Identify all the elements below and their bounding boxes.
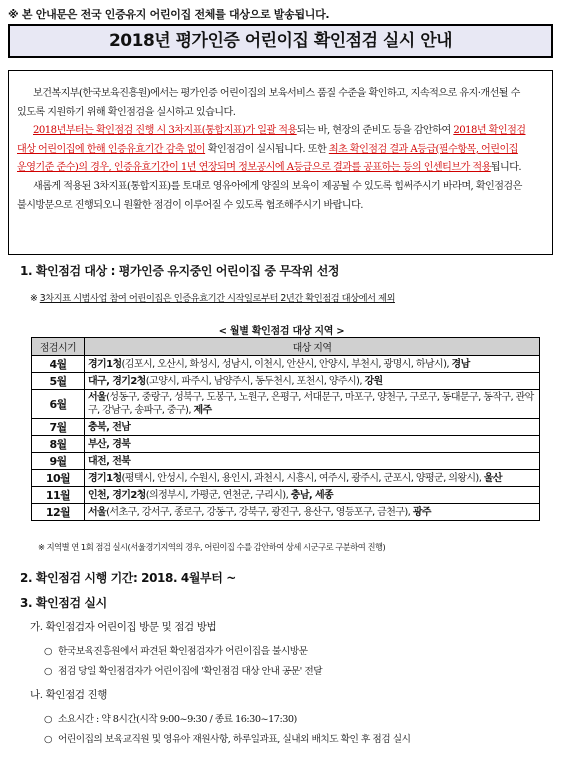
list-item-text: 소요시간 : 약 8시간(시작 9:00~9:30 / 종료 16:30~17:30) <box>58 714 297 725</box>
table-row <box>32 419 540 436</box>
region-main: 서울 <box>88 506 107 518</box>
month-cell: 9월 <box>32 453 85 470</box>
list-item <box>44 663 322 677</box>
intro-text: 되는 바, 현장의 준비도 등을 감안하여 <box>296 125 454 137</box>
month-cell: 6월 <box>32 390 85 419</box>
list-item-text: 어린이집의 보육교직원 및 영유아 재원사항, 하루일과표, 실내외 배치도 확인 후 점검 실시 <box>58 734 411 745</box>
table-body <box>32 356 540 521</box>
section-1-heading: 1. 확인점검 대상 : 평가인증 유지중인 어린이집 중 무작위 선정 <box>20 264 340 278</box>
intro-highlight-indicator: 2018년부터는 확인점검 진행 시 3차지표(통합지표)가 일괄 적용 <box>33 125 297 137</box>
page-title: 2018년 평가인증 어린이집 확인점검 실시 안내 <box>8 24 553 58</box>
table-note: ※ 지역별 연 1회 점검 실시(서울경기지역의 경우, 어린이집 수를 감안하여 상세 시군구로 구분하여 진행) <box>38 542 386 552</box>
table-caption: < 월별 확인점검 대상 지역 > <box>218 326 345 337</box>
list-item <box>44 731 410 745</box>
intro-paragraph-1: 보건복지부(한국보육진흥원)에서는 평가인증 어린이집의 보육서비스 품질 수준을 확인하고, 지속적으로 유지·개선될 수 있도록 지원하기 위해 확인점검을 실시하고 있습니다. <box>17 88 520 118</box>
region-extra: 제주 <box>193 405 212 416</box>
month-cell: 10월 <box>32 470 85 487</box>
table-row <box>32 470 540 487</box>
intro-highlight-incentive: 최초 확인점검 결과 A등급(필수항목, 어린이집 운영기준 준수)의 경우, 인증유효기간이 1년 연장되며 정보공시에 A등급으로 결과를 공표하는 등의 인센티브가 적용 <box>17 143 518 174</box>
region-cell <box>85 453 540 470</box>
intro-text: 됩니다. <box>490 162 522 174</box>
footnote-mark: ※ <box>30 293 40 304</box>
list-item-text: 점검 당일 확인점검자가 어린이집에 '확인점검 대상 안내 공문' 전달 <box>58 666 323 677</box>
bullet-icon: ○ <box>44 714 52 725</box>
region-table <box>31 337 540 521</box>
region-cell <box>85 390 540 419</box>
month-cell: 4월 <box>32 356 85 373</box>
region-extra: 경남 <box>451 358 470 370</box>
month-cell: 12월 <box>32 504 85 521</box>
table-row <box>32 373 540 390</box>
footnote-text: 3차지표 시범사업 참여 어린이집은 인증유효기간 시작일로부터 2년간 확인점검 대상에서 제외 <box>39 293 395 304</box>
region-cell <box>85 504 540 521</box>
section-2-heading: 2. 확인점검 시행 기간: 2018. 4월부터 ~ <box>20 571 236 585</box>
table-row <box>32 390 540 419</box>
region-main: 경기1청 <box>88 358 122 370</box>
table-row <box>32 504 540 521</box>
section-1-footnote <box>30 290 395 304</box>
list-item <box>44 643 308 657</box>
region-extra: 광주 <box>412 506 431 518</box>
bullet-icon: ○ <box>44 646 52 657</box>
table-row <box>32 487 540 504</box>
region-main: 대전, 전북 <box>88 455 131 467</box>
table-row <box>32 453 540 470</box>
intro-highlight-no-reduction: 2018년 확인점검 대상 어린이집에 한해 인증유효기간 감축 없이 <box>17 125 526 155</box>
month-cell: 8월 <box>32 436 85 453</box>
subsection-b-heading: 나. 확인점검 진행 <box>30 689 108 701</box>
table-header-row <box>32 338 540 356</box>
notice-line: ※ 본 안내문은 전국 인증유지 어린이집 전체를 대상으로 발송됩니다. <box>8 8 330 21</box>
bullet-icon: ○ <box>44 734 52 745</box>
column-header-month: 점검시기 <box>32 338 85 356</box>
region-detail: (고양시, 파주시, 남양주시, 동두천시, 포천시, 양주시), <box>145 375 365 387</box>
month-cell: 7월 <box>32 419 85 436</box>
intro-paragraph-3: 새롭게 적용된 3차지표(통합지표)를 토대로 영유아에게 양질의 보육이 제공될 수 있도록 힘써주시기 바라며, 확인점검은 불시방문으로 진행되오니 원활한 점검이 이루어질 수 있도록 협조해주시기 바랍니다. <box>17 180 522 211</box>
region-main: 부산, 경북 <box>88 438 131 450</box>
intro-box <box>8 70 553 255</box>
region-detail: (평택시, 안성시, 수원시, 용인시, 과천시, 시흥시, 여주시, 광주시, 군포시, 양평군, 의왕시), <box>121 472 484 484</box>
table-row <box>32 356 540 373</box>
region-cell <box>85 419 540 436</box>
region-detail: (의정부시, 가평군, 연천군, 구리시), <box>145 489 291 501</box>
region-main: 경기1청 <box>88 472 122 484</box>
region-cell <box>85 487 540 504</box>
intro-paragraph-2 <box>17 122 546 178</box>
table-row <box>32 436 540 453</box>
region-cell <box>85 356 540 373</box>
bullet-icon: ○ <box>44 666 52 677</box>
region-cell <box>85 373 540 390</box>
month-cell: 11월 <box>32 487 85 504</box>
region-extra: 강원 <box>364 375 383 387</box>
region-detail: (김포시, 오산시, 화성시, 성남시, 이천시, 안산시, 안양시, 부천시, 광명시, 하남시), <box>121 358 452 370</box>
region-cell <box>85 436 540 453</box>
list-item <box>44 711 297 725</box>
subsection-a-heading: 가. 확인점검자 어린이집 방문 및 점검 방법 <box>30 621 217 633</box>
column-header-region: 대상 지역 <box>85 338 540 356</box>
month-cell: 5월 <box>32 373 85 390</box>
region-extra: 울산 <box>483 472 502 484</box>
region-main: 서울 <box>88 392 107 403</box>
region-main: 인천, 경기2청 <box>88 489 146 501</box>
section-3-heading: 3. 확인점검 실시 <box>20 596 107 610</box>
region-cell <box>85 470 540 487</box>
region-main: 충북, 전남 <box>88 421 131 433</box>
list-item-text: 한국보육진흥원에서 파견된 확인점검자가 어린이집을 불시방문 <box>58 646 308 657</box>
region-main: 대구, 경기2청 <box>88 375 146 387</box>
region-detail: (서초구, 강서구, 종로구, 강동구, 강북구, 광진구, 용산구, 영등포구, 금천구), <box>106 506 413 518</box>
region-detail: (성동구, 중랑구, 성북구, 도봉구, 노원구, 은평구, 서대문구, 마포구, 양천구, 구로구, 동대문구, 동작구, 관악구, 강남구, 송파구, 중구), <box>88 392 534 416</box>
intro-text: 확인점검이 실시됩니다. 또한 <box>205 143 329 155</box>
region-extra: 충남, 세종 <box>290 489 334 501</box>
